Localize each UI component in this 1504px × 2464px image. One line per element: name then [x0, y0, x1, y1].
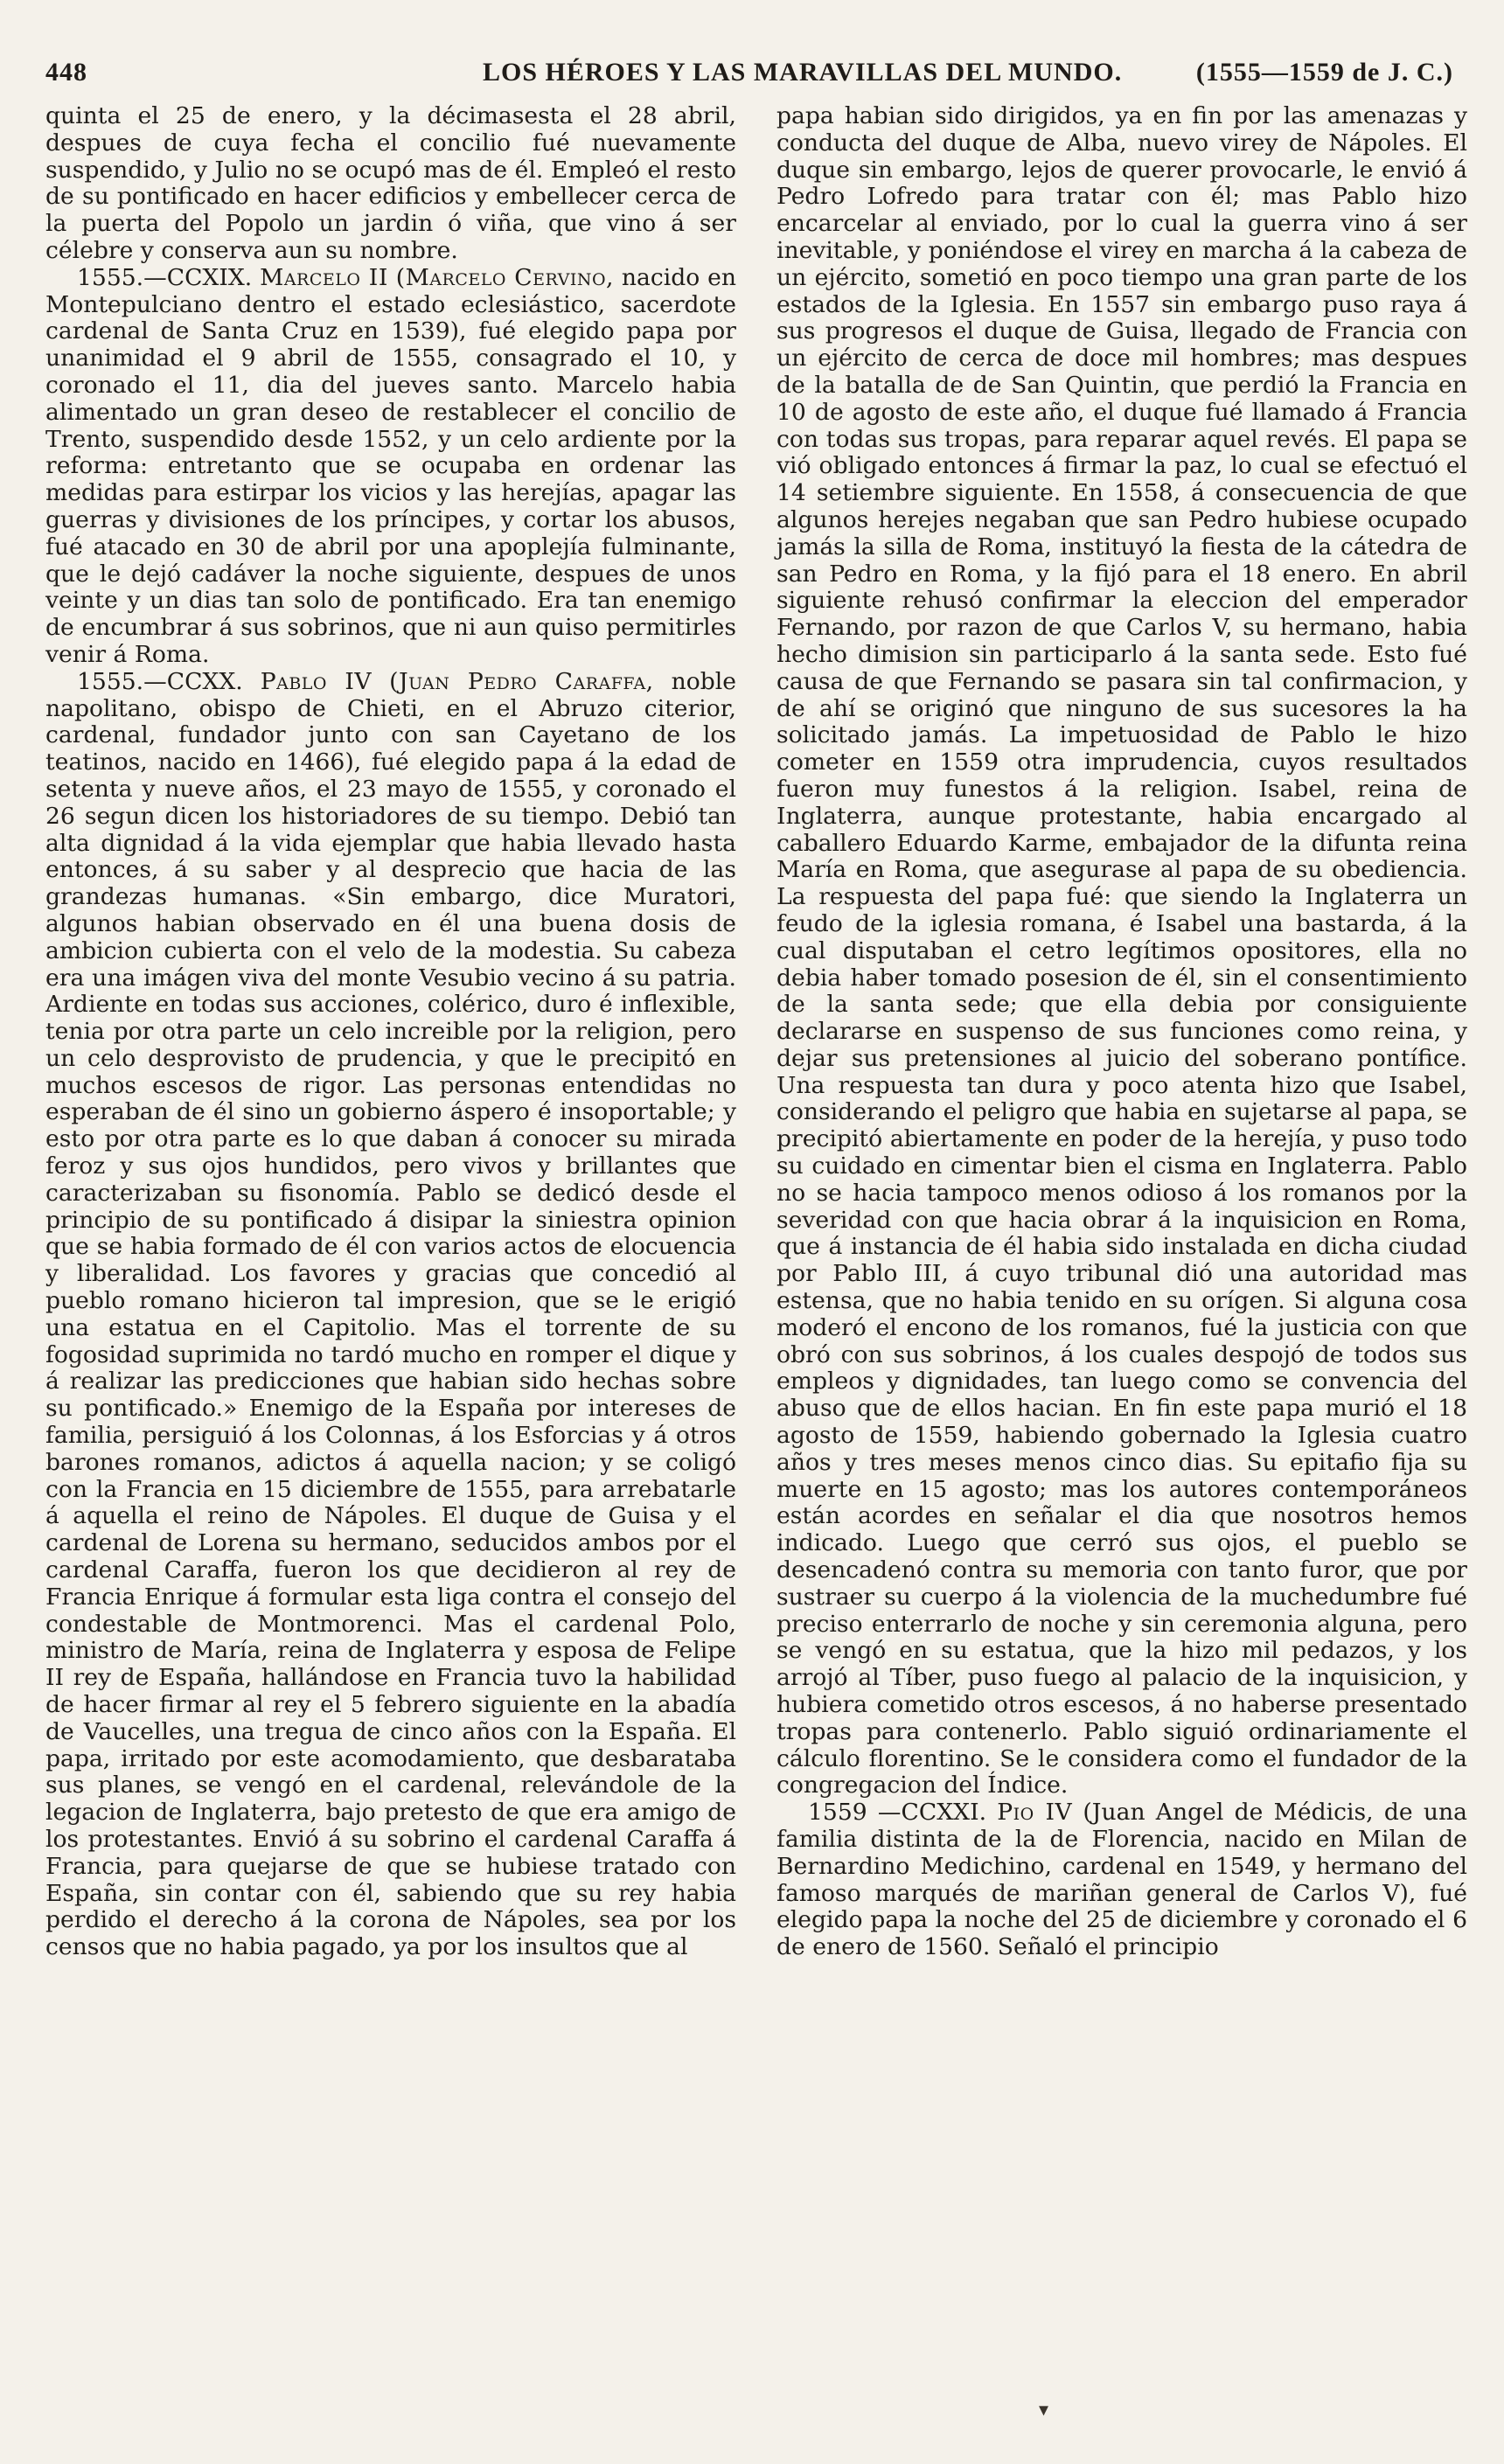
pope-name: Pablo IV: [260, 667, 373, 695]
paragraph-continuation: papa habian sido dirigidos, ya en fin por las amenazas y conducta del duque de Alba, nuevo virey de Nápoles. El duque sin embargo, lejos de querer provocarle, le envió á Pedro Lofredo para tratar con él; mas Pablo hizo encarcelar al enviado, por lo cual la guerra vino á ser inevitable, y poniéndose el virey en marcha á la cabeza de un ejército, sometió en poco tiempo una gran parte de los estados de la Iglesia. En 1557 sin embargo puso raya á sus progresos el duque de Guisa, llegado de Francia con un ejército de cerca de doce mil hombres; mas despues de la batalla de de San Quintin, que perdió la Francia en 10 de agosto de este año, el duque fué llamado á Francia con todas sus tropas, para reparar aquel revés. El papa se vió obligado entonces á firmar la paz, lo cual se efectuó el 14 setiembre siguiente. En 1558, á consecuencia de que algunos herejes negaban que san Pedro hubiese ocupado jamás la silla de Roma, instituyó la fiesta de la cátedra de san Pedro en Roma, y la fijó para el 18 enero. En abril siguiente rehusó confirmar la eleccion del emperador Fernando, por razon de que Carlos V, su hermano, habia hecho dimision sin participarlo á la santa sede. Esto fué causa de que Fernando se pasara sin tal confirmacion, y de ahí se originó que ninguno de sus sucesores la ha solicitado jamás. La impetuosidad de Pablo le hizo cometer en 1559 otra imprudencia, cuyos resultados fueron muy funestos á la religion. Isabel, reina de Inglaterra, aunque protestante, habia encargado al caballero Eduardo Karme, embajador de la difunta reina María en Roma, que asegurase al papa de su obediencia. La respuesta del papa fué: que siendo la Inglaterra un feudo de la iglesia romana, é Isabel una bastarda, á la cual disputaban el cetro legítimos opositores, ella no debia haber tomado posesion de él, sin el consentimiento de la santa sede; que ella debia por consiguiente declararse en suspenso de sus funciones como reina, y dejar sus pretensiones al juicio del soberano pontífice. Una respuesta tan dura y poco atenta hizo que Isabel, considerando el peligro que habia en sujetarse al papa, se precipitó abiertamente en poder de la herejía, y puso todo su cuidado en cimentar bien el cisma en Inglaterra. Pablo no se hacia tampoco menos odioso á los romanos por la severidad con que hacia obrar á la inquisicion en Roma, que á instancia de él habia sido instalada en dicha ciudad por Pablo III, á cuyo tribunal dió una autoridad mas estensa, que no habia tenido en su orígen. Si alguna cosa moderó el encono de los romanos, fué la justicia con que obró con sus sobrinos, á los cuales despojó de todos sus empleos y dignidades, tan luego como se convencia del abuso que de ellos hacian. En fin este papa murió el 18 agosto de 1559, habiendo gobernado la Iglesia cuatro años y tres meses menos cinco dias. Su epitafio fija su muerte en 15 agosto; mas los autores contemporáneos están acordes en señalar el dia que nosotros hemos indicado. Luego que cerró sus ojos, el pueblo se desencadenó contra su memoria con tanto furor, que por sustraer su cuerpo á la violencia de la muchedumbre fué preciso enterrarlo de noche y sin ceremonia alguna, pero se vengó en su estatua, que la hizo mil pedazos, y los arrojó al Tíber, puso fuego al palacio de la inquisicion, y hubiera cometido otros escesos, á no haberse presentado tropas para contenerlo. Pablo siguió ordinariamente el cálculo florentino. Se le considera como el fundador de la congregacion del Índice.: [776, 102, 1467, 1799]
entry-text: noble napolitano, obispo de Chieti, en el Abruzo citerior, cardenal, fundador junto con san Cayetano de los teatinos, nacido en 1466), fué elegido papa á la edad de setenta y nueve años, el 23 mayo de 1555, y coronado el 26 segun dicen los historiadores de su tiempo. Debió tan alta dignidad á la vida ejemplar que habia llevado hasta entonces, á su saber y al desprecio que hacia de las grandezas humanas. «Sin embargo, dice Muratori, algunos habian observado en él una buena dosis de ambicion cubierta con el velo de la modestia. Su cabeza era una imágen viva del monte Vesubio vecino á su patria. Ardiente en todas sus acciones, colérico, duro é inflexible, tenia por otra parte un celo increible por la religion, pero un celo desprovisto de prudencia, y que le precipitó en muchos escesos de rigor. Las personas entendidas no esperaban de él sino un gobierno áspero é insoportable; y esto por otra parte es lo que daban á conocer su mirada feroz y sus ojos hundidos, pero vivos y brillantes que caracterizaban su fisonomía. Pablo se dedicó desde el principio de su pontificado á disipar la siniestra opinion que se habia formado de él con varios actos de elocuencia y liberalidad. Los favores y gracias que concedió al pueblo romano hicieron tal impresion, que se le erigió una estatua en el Capitolio. Mas el torrente de su fogosidad suprimida no tardó mucho en romper el dique y á realizar las predicciones que habian sido hechas sobre su pontificado.» Enemigo de la España por intereses de familia, persiguió á los Colonnas, á los Esforcias y á otros barones romanos, adictos á aquella nacion; y se coligó con la Francia en 15 diciembre de 1555, para arrebatarle á aquella el reino de Nápoles. El duque de Guisa y el cardenal de Lorena su hermano, seducidos ambos por el cardenal Caraffa, fueron los que decidieron al rey de Francia Enrique á formular esta liga contra el consejo del condestable de Montmorenci. Mas el cardenal Polo, ministro de María, reina de Inglaterra y esposa de Felipe II rey de España, hallándose en Francia tuvo la habilidad de hacer firmar al rey el 5 febrero siguiente en la abadía de Vaucelles, una tregua de cinco años con la España. El papa, irritado por este acomodamiento, que desbarataba sus planes, se vengó en el cardenal, relevándole de la legacion de Inglaterra, bajo pretesto de que era amigo de los protestantes. Envió á su sobrino el cardenal Caraffa á Francia, para quejarse de que se hubiese tratado con España, sin contar con él, sabiendo que su rey habia perdido el derecho á la corona de Nápoles, sea por los censos que no habia pagado, ya por los insultos que al: [45, 667, 736, 1961]
pope-entry-pablo-iv: [45, 669, 736, 1961]
entry-year: 1559 —CCXXI.: [808, 1799, 987, 1827]
book-title: LOS HÉROES Y LAS MARAVILLAS DEL MUNDO.: [483, 58, 1123, 87]
entry-year: 1555.—CCXX.: [77, 667, 243, 695]
entry-text: nacido en Montepulciano dentro el estado eclesiástico, sacerdote cardenal de Santa Cruz en 1539), fué elegido papa por unanimidad el 9 abril de 1555, consagrado el 10, y coronado el 11, dia del jueves santo. Marcelo habia alimentado un gran deseo de restablecer el concilio de Trento, suspendido desde 1552, y un celo ardiente por la reforma: entretanto que se ocupaba en ordenar las medidas para estirpar los vicios y las herejías, apagar las guerras y divisiones de los príncipes, y cortar los abusos, fué atacado en 30 de abril por una apoplejía fulminante, que le dejó cadáver la noche siguiente, despues de unos veinte y un dias tan solo de pontificado. Era tan enemigo de encumbrar á sus sobrinos, que ni aun quiso permitirles venir á Roma.: [45, 263, 736, 668]
paragraph-continuation: quinta el 25 de enero, y la décimasesta el 28 abril, despues de cuya fecha el concilio fué nuevamente suspendido, y Julio no se ocupó mas de él. Empleó el resto de su pontificado en hacer edificios y embellecer cerca de la puerta del Popolo un jardin ó viña, que vino á ser célebre y conserva aun su nombre.: [45, 102, 736, 264]
entry-text: (Juan Angel de Médicis, de una familia distinta de la de Florencia, nacido en Milan de Bernardino Medichino, cardenal en 1549, y hermano del famoso marqués de mariñan general de Carlos V), fué elegido papa la noche del 25 de diciembre y coronado el 6 de enero de 1560. Señaló el principio: [776, 1799, 1467, 1961]
pope-entry-pio-iv: [776, 1799, 1467, 1961]
pope-birth-name: (Marcelo Cervino,: [395, 263, 614, 291]
page-number: 448: [45, 58, 87, 87]
running-header: [45, 51, 1453, 96]
pope-entry-marcelo-ii: [45, 265, 736, 669]
printer-mark: ▾: [1039, 2399, 1049, 2421]
entry-year: 1555.—CCXIX.: [77, 263, 253, 291]
pope-name: Pio IV: [997, 1799, 1073, 1827]
left-column: [45, 103, 736, 1961]
right-column: [776, 103, 1467, 1961]
pope-name: Marcelo II: [260, 263, 388, 291]
pope-birth-name: (Juan Pedro Caraffa,: [389, 667, 654, 695]
date-range: (1555—1559 de J. C.): [1195, 58, 1453, 87]
